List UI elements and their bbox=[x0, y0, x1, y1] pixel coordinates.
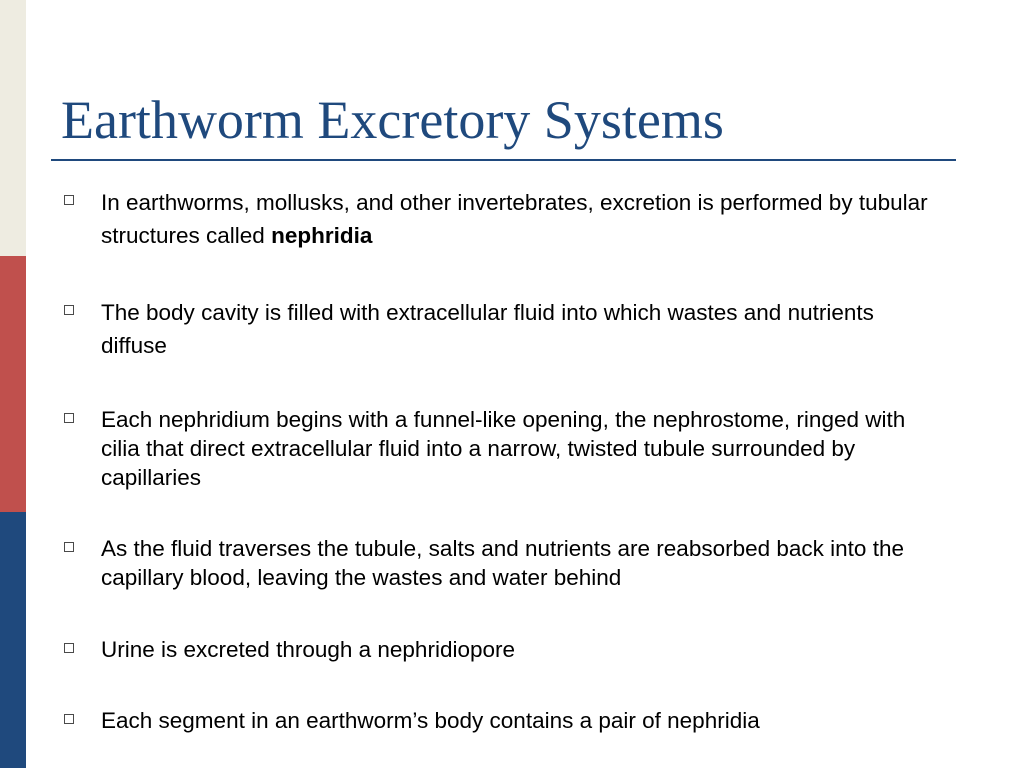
square-bullet-icon bbox=[64, 305, 74, 315]
bullet-text: Urine is excreted through a nephridiopore bbox=[101, 637, 515, 662]
bullet-text: Each segment in an earthworm’s body contains a pair of nephridia bbox=[101, 708, 760, 733]
bullet-text: The body cavity is filled with extracellular fluid into which wastes and nutrients diffuse bbox=[101, 300, 874, 358]
square-bullet-icon bbox=[64, 714, 74, 724]
bullet-item bbox=[64, 296, 944, 362]
bullet-item bbox=[64, 405, 944, 492]
bullet-text: Each nephridium begins with a funnel-like opening, the nephrostome, ringed with cilia that direct extracellular fluid into a narrow, twisted tubule surrounded by capillaries bbox=[101, 407, 906, 490]
square-bullet-icon bbox=[64, 643, 74, 653]
bullet-text-main: In earthworms, mollusks, and other invertebrates, excretion is performed by tubular structures called bbox=[101, 190, 928, 248]
bullet-item bbox=[64, 635, 944, 664]
bullet-item bbox=[64, 534, 944, 592]
bullet-bold-term: nephridia bbox=[271, 223, 373, 248]
bullet-item bbox=[64, 186, 944, 252]
bullet-item bbox=[64, 706, 944, 735]
square-bullet-icon bbox=[64, 413, 74, 423]
square-bullet-icon bbox=[64, 195, 74, 205]
bullet-text: As the fluid traverses the tubule, salts and nutrients are reabsorbed back into the capillary blood, leaving the wastes and water behind bbox=[101, 536, 904, 590]
square-bullet-icon bbox=[64, 542, 74, 552]
bullet-text bbox=[101, 186, 944, 252]
slide-title: Earthworm Excretory Systems bbox=[61, 90, 724, 150]
